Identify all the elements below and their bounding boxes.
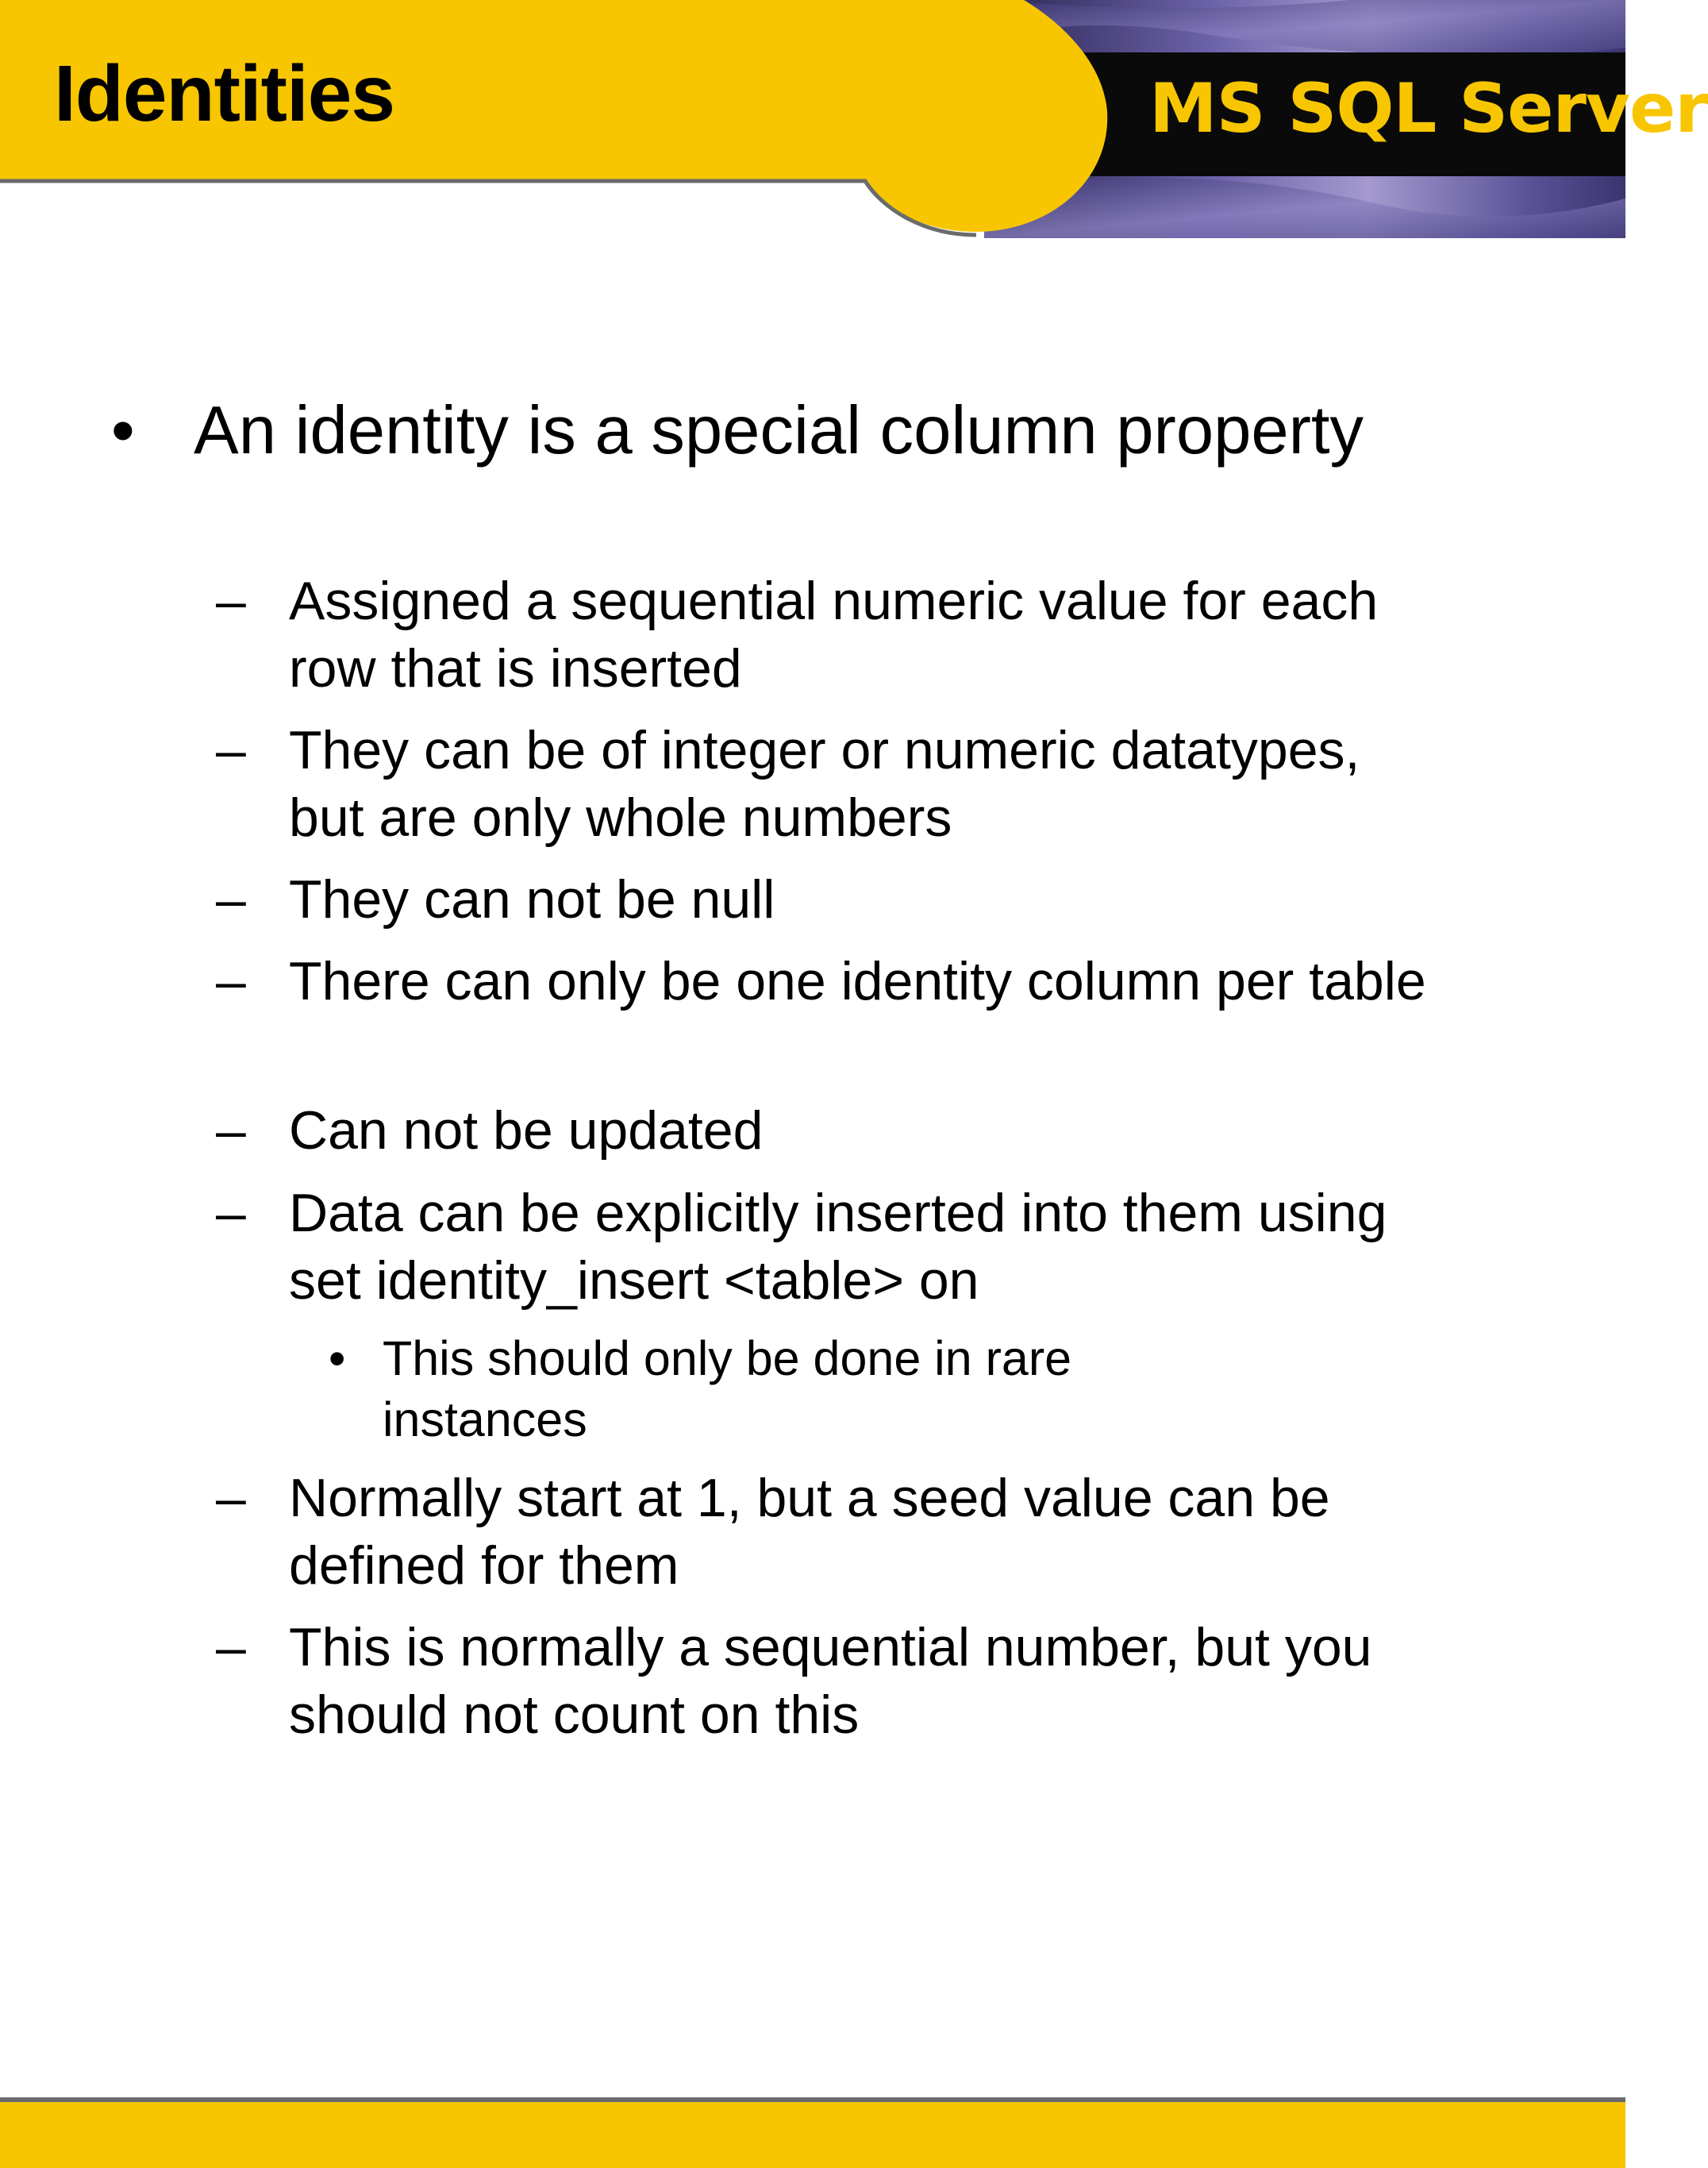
main-bullet xyxy=(111,389,1413,472)
dash-marker: – xyxy=(216,1468,246,1528)
sub-bullet-7 xyxy=(216,1465,1438,1600)
dash-marker: – xyxy=(216,951,246,1011)
sub-bullet-text: Normally start at 1, but a seed value can be defined for them xyxy=(289,1468,1330,1596)
dash-marker: – xyxy=(216,1183,246,1243)
brand-logo: MS SQL Server xyxy=(1149,69,1708,148)
dash-marker: – xyxy=(216,720,246,780)
bullet-marker: • xyxy=(111,393,135,468)
sub-bullet-text: Can not be updated xyxy=(289,1100,764,1161)
sub-bullet-8 xyxy=(216,1614,1438,1749)
sub-bullet-text: This is normally a sequential number, but you should not count on this xyxy=(289,1617,1372,1745)
nested-bullet xyxy=(329,1328,1281,1450)
dash-marker: – xyxy=(216,1100,246,1161)
sub-bullet-6 xyxy=(216,1180,1438,1315)
sub-bullet-text: Assigned a sequential numeric value for each row that is inserted xyxy=(289,571,1379,699)
sub-bullet-text: Data can be explicitly inserted into them using set identity_insert <table> on xyxy=(289,1183,1387,1311)
sub-bullet-3 xyxy=(216,866,1438,934)
dash-marker: – xyxy=(216,1617,246,1677)
slide-title: Identities xyxy=(54,49,394,138)
sub-bullet-text: They can be of integer or numeric datatypes, but are only whole numbers xyxy=(289,720,1360,848)
sub-bullet-5 xyxy=(216,1097,1438,1165)
main-bullet-text: An identity is a special column property xyxy=(194,393,1364,468)
sub-bullet-text: There can only be one identity column per table xyxy=(289,951,1426,1011)
nested-bullet-text: This should only be done in rare instances xyxy=(383,1331,1072,1446)
bullet-marker: • xyxy=(329,1331,346,1385)
dash-marker: – xyxy=(216,869,246,930)
footer-band xyxy=(0,2097,1625,2168)
sub-bullet-2 xyxy=(216,717,1438,852)
dash-marker: – xyxy=(216,571,246,631)
sub-bullet-4 xyxy=(216,948,1438,1015)
sub-bullet-1 xyxy=(216,568,1438,703)
sub-bullet-text: They can not be null xyxy=(289,869,775,930)
